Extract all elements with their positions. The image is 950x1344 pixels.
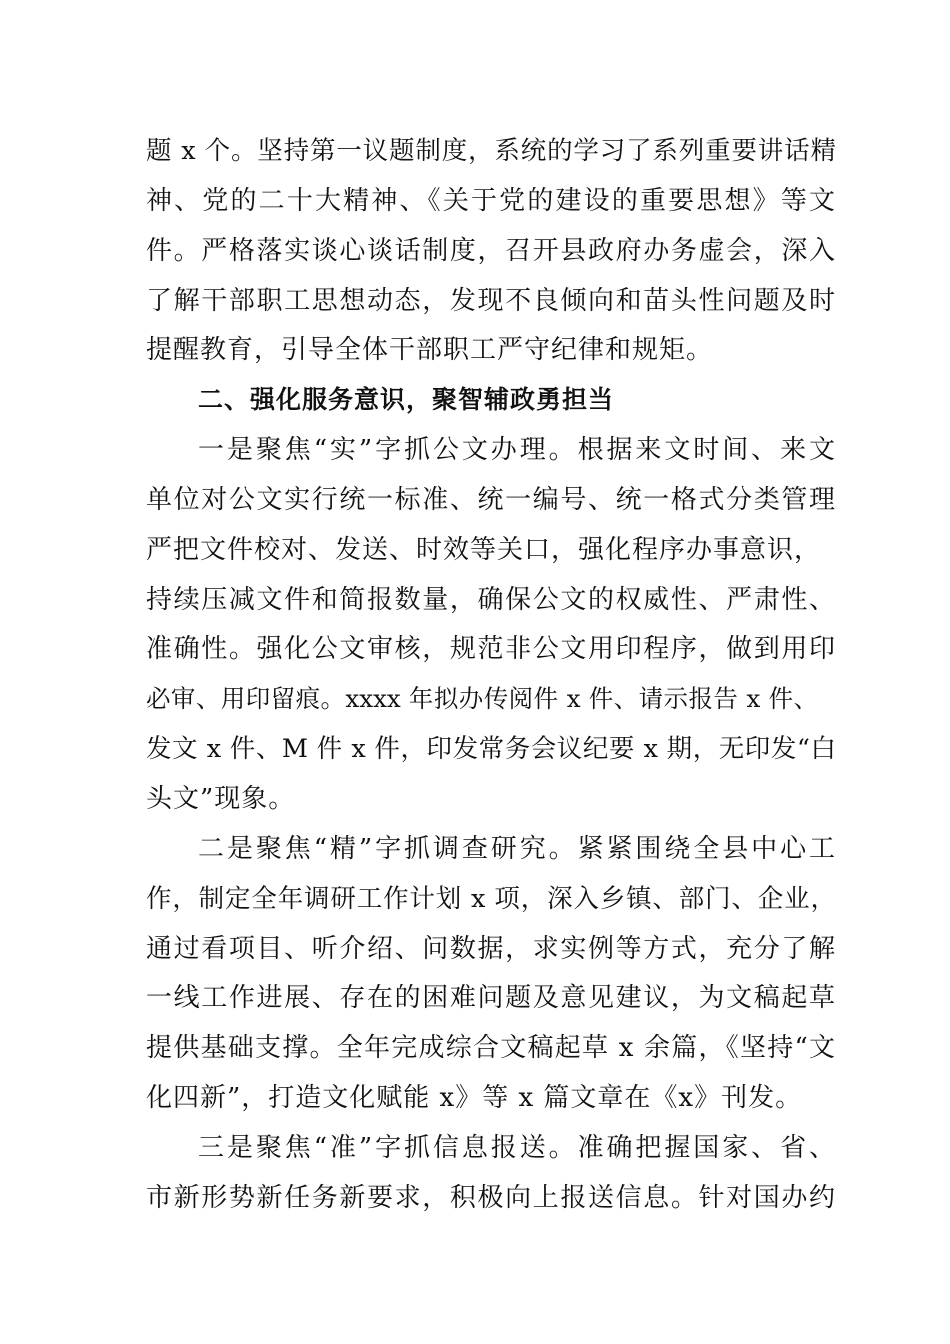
text-line: 一线工作进展、存在的困难问题及意见建议，为文稿起草 — [146, 983, 836, 1013]
text-line: 化四新”，打造文化赋能 x》等 x 篇文章在《x》刊发。 — [146, 1083, 803, 1113]
text-line: 件。严格落实谈心谈话制度，召开县政府办务虚会，深入 — [146, 236, 836, 266]
text-line: 通过看项目、听介绍、问数据，求实例等方式，充分了解 — [146, 934, 836, 964]
text-line: 市新形势新任务新要求，积极向上报送信息。针对国办约 — [146, 1183, 836, 1213]
text-line: 提醒教育，引导全体干部职工严守纪律和规矩。 — [146, 335, 714, 365]
text-line: 严把文件校对、发送、时效等关口，强化程序办事意识， — [146, 535, 822, 565]
section-heading: 二、强化服务意识，聚智辅政勇担当 — [198, 385, 615, 414]
text-line: 二是聚焦“精”字抓调查研究。紧紧围绕全县中心工 — [198, 834, 836, 864]
text-line: 三是聚焦“准”字抓信息报送。准确把握国家、省、 — [198, 1133, 836, 1163]
text-line: 发文 x 件、M 件 x 件，印发常务会议纪要 x 期，无印发“白 — [146, 734, 836, 764]
text-line: 作，制定全年调研工作计划 x 项，深入乡镇、部门、企业， — [146, 884, 836, 914]
text-line: 题 x 个。坚持第一议题制度，系统的学习了系列重要讲话精 — [146, 136, 836, 166]
text-line: 了解干部职工思想动态，发现不良倾向和苗头性问题及时 — [146, 286, 836, 316]
text-line: 持续压减文件和简报数量，确保公文的权威性、严肃性、 — [146, 585, 836, 615]
text-line: 准确性。强化公文审核，规范非公文用印程序，做到用印 — [146, 634, 836, 664]
text-line: 头文”现象。 — [146, 784, 296, 814]
text-line: 单位对公文实行统一标准、统一编号、统一格式分类管理 — [146, 485, 836, 515]
text-line: 必审、用印留痕。xxxx 年拟办传阅件 x 件、请示报告 x 件、 — [146, 684, 818, 713]
text-line: 神、党的二十大精神、《关于党的建设的重要思想》等文 — [146, 186, 836, 216]
text-line: 提供基础支撑。全年完成综合文稿起草 x 余篇，《坚持“文 — [146, 1033, 836, 1063]
text-line: 一是聚焦“实”字抓公文办理。根据来文时间、来文 — [198, 435, 836, 465]
